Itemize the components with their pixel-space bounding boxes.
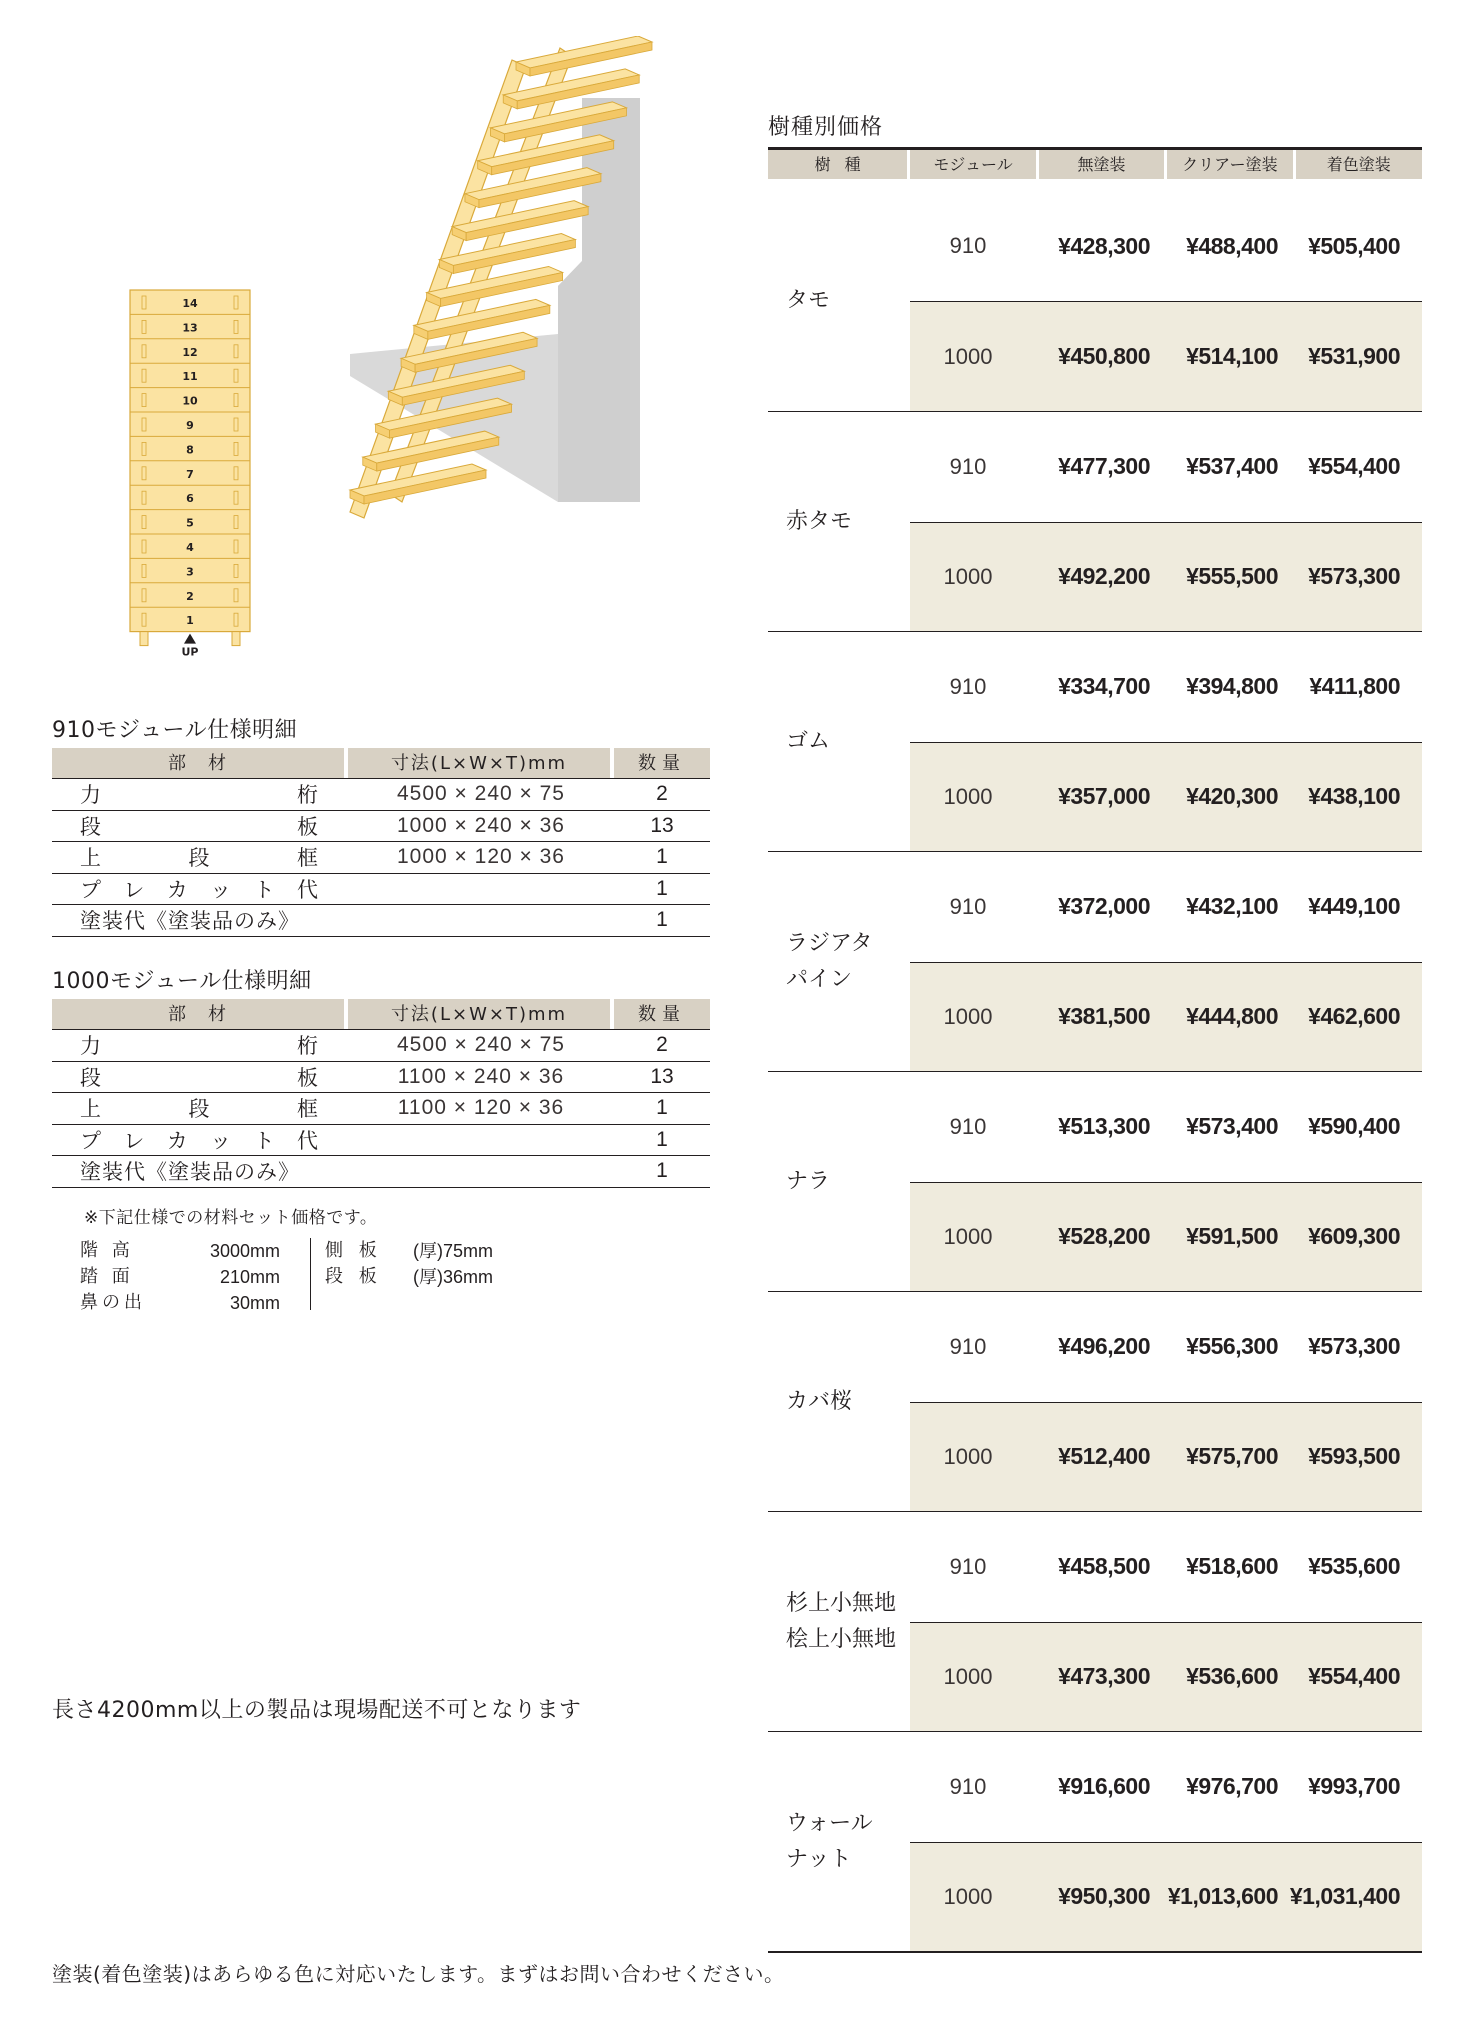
price-colored: ¥554,400	[1308, 1663, 1400, 1690]
condition-row	[80, 1238, 280, 1264]
price-rows	[910, 412, 1422, 631]
spec-dimensions: 1000 × 120 × 36	[397, 845, 565, 869]
spec-part-char: 框	[297, 846, 318, 871]
spec-row	[52, 905, 710, 937]
price-unpainted: ¥512,400	[1058, 1443, 1150, 1470]
price-colored: ¥531,900	[1308, 343, 1400, 369]
plan-step-number: 12	[182, 345, 198, 359]
price-rows	[910, 191, 1422, 411]
species-name: 赤タモ	[786, 508, 853, 534]
price-row	[910, 412, 1422, 522]
spec-part-name	[52, 1093, 348, 1123]
plan-step-number: 4	[186, 541, 194, 554]
spec-dimensions: 4500 × 240 × 75	[397, 782, 565, 806]
price-clear: ¥555,500	[1186, 563, 1278, 590]
spec-part-char: 段	[80, 1065, 101, 1090]
spec-part-char: 板	[297, 814, 318, 839]
spec-quantity: 1	[656, 876, 668, 900]
price-rows	[910, 1292, 1422, 1511]
spec-quantity: 13	[650, 813, 674, 837]
price-unpainted: ¥458,500	[1058, 1553, 1150, 1580]
price-group	[768, 1291, 1422, 1511]
condition-row	[80, 1264, 280, 1290]
spec-quantity: 2	[656, 782, 668, 806]
price-colored: ¥554,400	[1308, 453, 1400, 480]
price-colored: ¥505,400	[1308, 232, 1400, 259]
delivery-note: 長さ4200mm以上の製品は現場配送不可となります	[52, 1698, 582, 1723]
price-clear: ¥537,400	[1186, 453, 1278, 480]
spec-row	[52, 1030, 710, 1062]
price-unpainted: ¥916,600	[1058, 1773, 1150, 1800]
price-colored: ¥462,600	[1308, 1003, 1400, 1030]
spec-quantity: 1	[656, 1096, 668, 1120]
wall-shadow-side	[558, 98, 640, 502]
price-unpainted: ¥513,300	[1058, 1113, 1150, 1140]
price-colored: ¥993,700	[1308, 1773, 1400, 1800]
species-name: 杉上小無地 桧上小無地	[786, 1590, 897, 1652]
spec-title: 910モジュール仕様明細	[52, 718, 298, 743]
plan-step-number: 13	[182, 321, 198, 335]
spec-part-name	[52, 1062, 348, 1092]
price-clear: ¥420,300	[1186, 783, 1278, 810]
spec-part-name	[52, 842, 348, 872]
price-unpainted: ¥357,000	[1058, 783, 1150, 810]
plan-step-number: 14	[182, 297, 198, 310]
price-row	[910, 1842, 1422, 1952]
spec-part-char: 上	[80, 846, 101, 871]
plan-step-number: 5	[186, 516, 194, 530]
price-unpainted: ¥450,800	[1058, 343, 1150, 369]
module-value: 1000	[943, 783, 993, 809]
spec-header	[52, 999, 710, 1030]
spec-part-char: ッ	[210, 1128, 232, 1153]
species-name: カバ桜	[786, 1388, 853, 1414]
price-unpainted: ¥477,300	[1058, 453, 1150, 480]
price-clear: ¥488,400	[1186, 232, 1278, 259]
price-row	[910, 1402, 1422, 1512]
price-row	[910, 1512, 1422, 1622]
price-clear: ¥1,013,600	[1167, 1883, 1278, 1910]
plan-step-number: 11	[182, 370, 198, 384]
spec-quantity: 1	[656, 1127, 668, 1151]
spec-part-name	[52, 811, 348, 841]
spec-dimensions: 1100 × 240 × 36	[397, 1064, 565, 1088]
price-unpainted: ¥528,200	[1058, 1223, 1150, 1250]
price-clear: ¥976,700	[1186, 1773, 1278, 1800]
module-value: 1000	[943, 1883, 993, 1909]
spec-row	[52, 1125, 710, 1157]
plan-step-number: 10	[182, 394, 198, 408]
spec-row	[52, 1093, 710, 1125]
price-unpainted: ¥496,200	[1058, 1333, 1150, 1360]
price-row	[910, 301, 1422, 411]
spec-part-name	[52, 1030, 348, 1060]
price-group	[768, 191, 1422, 411]
spec-table-910	[52, 716, 710, 937]
spec-part-char: カ	[166, 1128, 188, 1153]
spec-quantity: 2	[656, 1033, 668, 1057]
module-value: 1000	[943, 1003, 993, 1029]
price-body	[768, 191, 1422, 1953]
spec-row	[52, 811, 710, 843]
price-unpainted: ¥428,300	[1058, 232, 1150, 259]
spec-quantity: 1	[656, 908, 668, 932]
condition-label: 鼻の出	[80, 1292, 146, 1313]
header-part: 部 材	[52, 748, 344, 778]
spec-quantity: 1	[656, 845, 668, 869]
price-row	[910, 632, 1422, 742]
price-colored: ¥573,300	[1308, 1333, 1400, 1360]
up-arrow-icon	[184, 634, 196, 644]
price-clear: ¥514,100	[1186, 343, 1278, 369]
module-value: 910	[949, 453, 987, 479]
price-unpainted: ¥334,700	[1058, 673, 1150, 700]
price-unpainted: ¥381,500	[1058, 1003, 1150, 1030]
header-clear: クリアー塗装	[1167, 150, 1292, 179]
price-rows	[910, 1072, 1422, 1291]
module-value: 910	[949, 233, 987, 258]
spec-part-char: 桁	[297, 1034, 318, 1059]
spec-part-name	[52, 874, 348, 904]
price-colored: ¥438,100	[1308, 783, 1400, 810]
price-row	[910, 191, 1422, 301]
module-value: 1000	[943, 1443, 993, 1469]
price-title: 樹種別価格	[768, 115, 884, 140]
spec-part-char: ッ	[210, 877, 232, 902]
spec-part-char: 板	[297, 1065, 318, 1090]
header-dimensions: 寸法(L×W×T)mm	[348, 999, 610, 1029]
price-colored: ¥1,031,400	[1289, 1883, 1400, 1910]
spec-row	[52, 779, 710, 811]
header-module: モジュール	[910, 150, 1035, 179]
module-value: 910	[949, 673, 987, 699]
price-header	[768, 147, 1422, 179]
price-rows	[910, 1512, 1422, 1731]
header-part: 部 材	[52, 999, 344, 1029]
plan-step-number: 3	[186, 565, 194, 579]
plan-step-number: 2	[186, 589, 194, 603]
spec-row	[52, 842, 710, 874]
module-value: 910	[949, 1773, 987, 1799]
header-species: 樹種	[768, 150, 907, 179]
spec-part-char: レ	[123, 1128, 145, 1153]
condition-value: 3000mm	[209, 1241, 280, 1261]
material-set-note: ※下記仕様での材料セット価格です。	[84, 1208, 378, 1228]
spec-part-name	[52, 1125, 348, 1155]
plan-step-number: 6	[186, 492, 194, 506]
spec-row	[52, 1156, 710, 1188]
condition-label: 段 板	[325, 1266, 382, 1287]
spec-part-char: プ	[80, 877, 101, 902]
spec-part-char: 力	[80, 783, 101, 808]
price-group	[768, 631, 1422, 851]
condition-row	[325, 1264, 570, 1290]
spec-part-char: プ	[80, 1128, 101, 1153]
spec-part-char: 上	[80, 1097, 101, 1122]
spec-part-char: ト	[253, 1128, 275, 1153]
spec-dimensions: 4500 × 240 × 75	[397, 1033, 565, 1057]
price-clear: ¥518,600	[1186, 1553, 1278, 1580]
price-clear: ¥394,800	[1186, 673, 1278, 700]
price-colored: ¥535,600	[1308, 1553, 1400, 1580]
plan-stringer-foot	[232, 632, 240, 646]
price-group	[768, 1731, 1422, 1951]
spec-part-char: 力	[80, 1034, 101, 1059]
plan-step-number: 8	[186, 443, 194, 457]
module-value: 1000	[943, 563, 993, 589]
species-name: ナラ	[786, 1168, 831, 1194]
spec-part-name: 塗装代《塗装品のみ》	[80, 1160, 300, 1185]
up-label: UP	[181, 645, 199, 659]
price-table	[768, 113, 1422, 1953]
spec-table-1000	[52, 967, 710, 1188]
module-value: 1000	[943, 1223, 993, 1249]
price-colored: ¥411,800	[1309, 673, 1400, 700]
price-group	[768, 1071, 1422, 1291]
price-unpainted: ¥372,000	[1058, 893, 1150, 920]
price-colored: ¥593,500	[1308, 1443, 1400, 1470]
stair-isometric-illustration	[330, 36, 660, 546]
stair-plan-diagram	[128, 288, 258, 666]
price-row	[910, 742, 1422, 852]
plan-step-number: 7	[186, 467, 194, 481]
spec-quantity: 1	[656, 1159, 668, 1183]
price-rows	[910, 1732, 1422, 1951]
price-unpainted: ¥492,200	[1058, 563, 1150, 590]
price-unpainted: ¥950,300	[1058, 1883, 1150, 1910]
condition-value: (厚)36mm	[413, 1267, 493, 1287]
header-quantity: 数量	[614, 999, 710, 1029]
condition-label: 踏 面	[80, 1266, 134, 1287]
price-colored: ¥573,300	[1308, 563, 1400, 590]
price-clear: ¥575,700	[1186, 1443, 1278, 1470]
spec-quantity: 13	[650, 1064, 674, 1088]
price-rows	[910, 852, 1422, 1071]
species-name: ラジアタ パイン	[786, 930, 873, 992]
footer-note: 塗装(着色塗装)はあらゆる色に対応いたします。まずはお問い合わせください。	[52, 1962, 785, 1986]
condition-value: 210mm	[219, 1267, 280, 1287]
module-value: 910	[949, 1113, 987, 1139]
header-dimensions: 寸法(L×W×T)mm	[348, 748, 610, 778]
module-value: 910	[949, 1333, 987, 1359]
module-value: 910	[949, 1553, 987, 1579]
species-name: タモ	[786, 288, 831, 313]
spec-part-char: 段	[188, 1097, 210, 1122]
spec-part-char: ト	[253, 877, 275, 902]
header-quantity: 数量	[614, 748, 710, 778]
spec-part-char: 段	[188, 846, 210, 871]
price-rows	[910, 632, 1422, 851]
condition-label: 側 板	[325, 1240, 382, 1261]
price-row	[910, 1732, 1422, 1842]
spec-part-char: 框	[297, 1097, 318, 1122]
header-unpainted: 無塗装	[1039, 150, 1164, 179]
price-colored: ¥590,400	[1308, 1113, 1400, 1140]
spec-title: 1000モジュール仕様明細	[52, 969, 312, 994]
spec-header	[52, 748, 710, 779]
plan-step-number: 9	[186, 419, 194, 432]
plan-stringer-foot	[140, 632, 148, 646]
spec-dimensions: 1000 × 240 × 36	[397, 813, 565, 837]
spec-part-char: 代	[296, 877, 318, 902]
spec-row	[52, 1062, 710, 1094]
price-clear: ¥432,100	[1186, 893, 1278, 920]
price-row	[910, 1292, 1422, 1402]
price-row	[910, 852, 1422, 962]
spec-part-name: 塗装代《塗装品のみ》	[80, 909, 300, 934]
price-clear: ¥573,400	[1186, 1113, 1278, 1140]
module-value: 1000	[943, 1663, 993, 1689]
price-unpainted: ¥473,300	[1058, 1663, 1150, 1690]
price-group	[768, 851, 1422, 1071]
price-row	[910, 522, 1422, 632]
price-clear: ¥444,800	[1186, 1003, 1278, 1030]
price-group	[768, 411, 1422, 631]
spec-part-char: 段	[80, 814, 101, 839]
module-value: 910	[949, 893, 987, 919]
spec-part-name	[52, 779, 348, 809]
price-clear: ¥556,300	[1186, 1333, 1278, 1360]
species-name: ゴム	[786, 728, 831, 754]
spec-part-char: レ	[123, 877, 145, 902]
condition-row	[80, 1290, 280, 1316]
price-row	[910, 1622, 1422, 1732]
price-clear: ¥591,500	[1186, 1223, 1278, 1250]
price-colored: ¥449,100	[1308, 893, 1400, 920]
spec-row	[52, 874, 710, 906]
plan-step-number: 1	[186, 614, 194, 628]
species-name: ウォール ナット	[786, 1810, 873, 1872]
price-row	[910, 962, 1422, 1072]
spec-part-char: 桁	[297, 783, 318, 808]
condition-value: (厚)75mm	[413, 1241, 493, 1261]
condition-label: 階 高	[80, 1240, 134, 1261]
price-group	[768, 1511, 1422, 1731]
spec-part-char: カ	[166, 877, 188, 902]
condition-value: 30mm	[229, 1293, 280, 1313]
header-colored: 着色塗装	[1296, 150, 1422, 179]
spec-dimensions: 1100 × 120 × 36	[397, 1096, 565, 1120]
price-row	[910, 1182, 1422, 1292]
spec-part-char: 代	[296, 1128, 318, 1153]
module-value: 1000	[943, 343, 993, 369]
price-row	[910, 1072, 1422, 1182]
price-colored: ¥609,300	[1308, 1223, 1400, 1250]
condition-row	[325, 1238, 570, 1264]
price-clear: ¥536,600	[1186, 1663, 1278, 1690]
